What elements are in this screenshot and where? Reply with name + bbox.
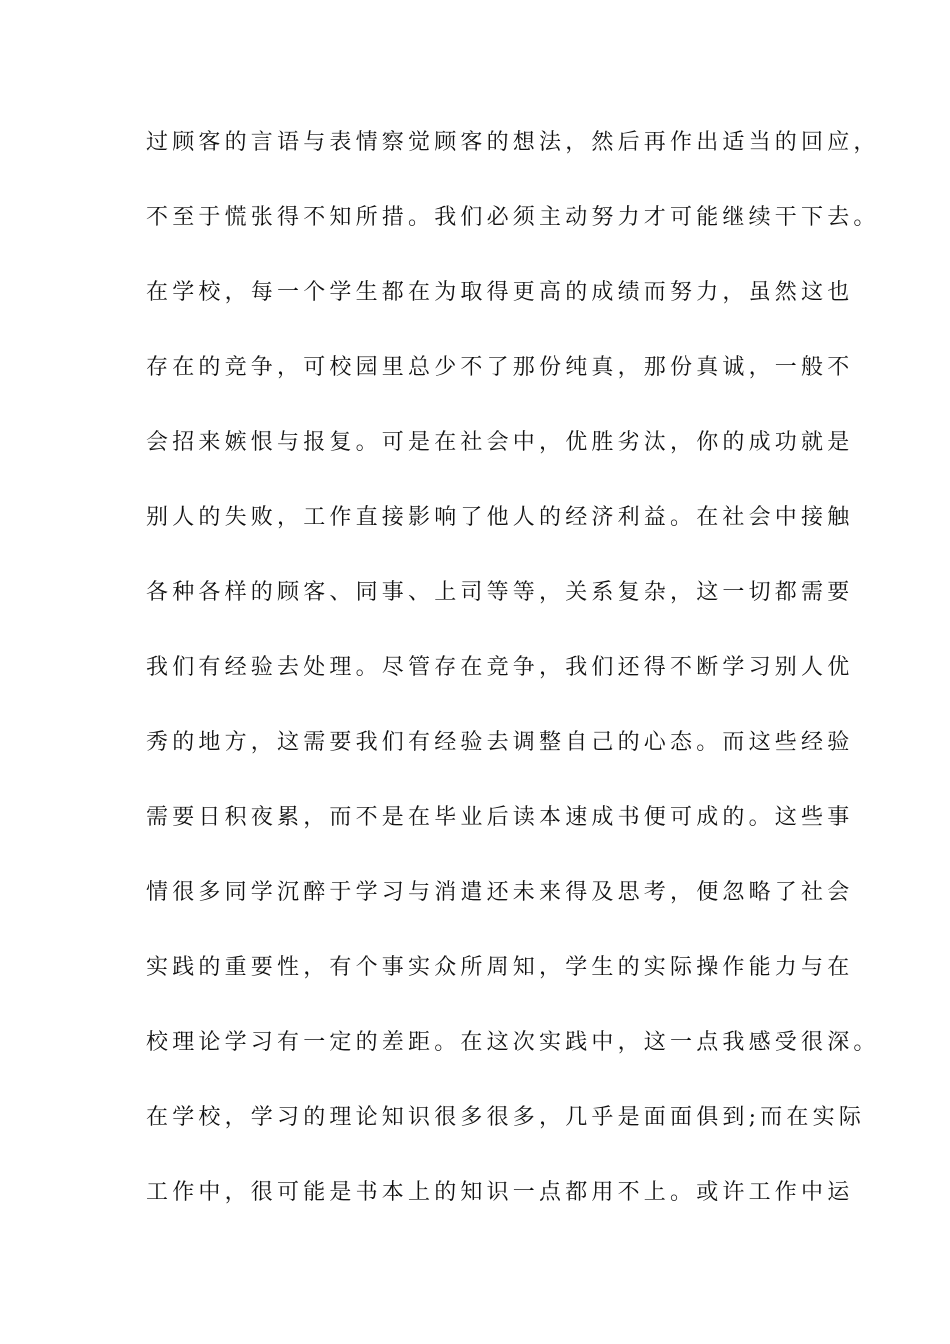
text-line: 实践的重要性，有个事实众所周知，学生的实际操作能力与在 — [146, 955, 854, 980]
text-line: 情很多同学沉醉于学习与消遣还未来得及思考，便忽略了社会 — [146, 880, 854, 905]
text-line: 别人的失败，工作直接影响了他人的经济利益。在社会中接触 — [146, 505, 854, 530]
text-line: 过顾客的言语与表情察觉顾客的想法，然后再作出适当的回应， — [146, 130, 880, 155]
text-line: 需要日积夜累，而不是在毕业后读本速成书便可成的。这些事 — [146, 805, 854, 830]
text-line: 工作中，很可能是书本上的知识一点都用不上。或许工作中运 — [146, 1180, 854, 1205]
text-line: 不至于慌张得不知所措。我们必须主动努力才可能继续干下去。 — [146, 205, 880, 230]
body-text — [146, 130, 880, 1255]
text-line: 各种各样的顾客、同事、上司等等，关系复杂，这一切都需要 — [146, 580, 854, 605]
text-line: 秀的地方，这需要我们有经验去调整自己的心态。而这些经验 — [146, 730, 854, 755]
text-line: 我们有经验去处理。尽管存在竞争，我们还得不断学习别人优 — [146, 655, 854, 680]
text-line: 校理论学习有一定的差距。在这次实践中，这一点我感受很深。 — [146, 1030, 880, 1055]
text-line: 在学校，学习的理论知识很多很多，几乎是面面俱到;而在实际 — [146, 1105, 866, 1130]
text-line: 会招来嫉恨与报复。可是在社会中，优胜劣汰，你的成功就是 — [146, 430, 854, 455]
text-line: 存在的竞争，可校园里总少不了那份纯真，那份真诚，一般不 — [146, 355, 854, 380]
text-line: 在学校，每一个学生都在为取得更高的成绩而努力，虽然这也 — [146, 280, 854, 305]
